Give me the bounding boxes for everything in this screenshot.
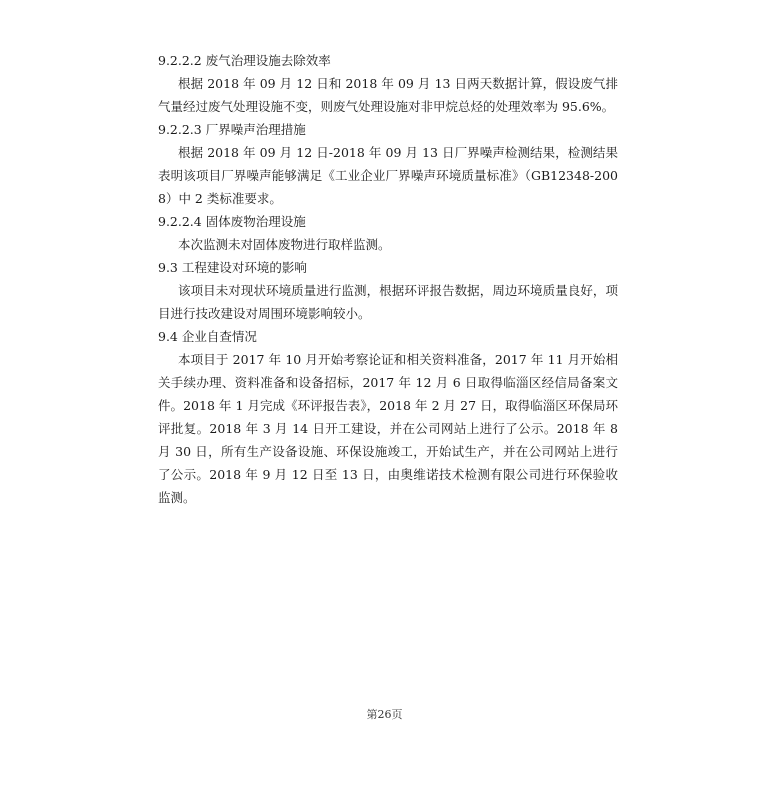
section-9-3 bbox=[158, 256, 618, 325]
section-heading: 9.2.2.2 废气治理设施去除效率 bbox=[158, 53, 331, 68]
section-heading: 9.2.2.4 固体废物治理设施 bbox=[158, 214, 306, 229]
section-heading: 9.3 工程建设对环境的影响 bbox=[158, 260, 307, 275]
section-paragraph: 根据 2018 年 09 月 12 日和 2018 年 09 月 13 日两天数据计算，假设废气排气量经过废气处理设施不变，则废气处理设施对非甲烷总烃的处理效率为 95.6%。 bbox=[158, 76, 618, 114]
section-paragraph: 本项目于 2017 年 10 月开始考察论证和相关资料准备，2017 年 11 月开始相关手续办理、资料准备和设备招标，2017 年 12 月 6 日取得临淄区经信局备案文件。2018 年 1 月完成《环评报告表》，2018 年 2 月 27 日，取得临淄区环保局环评批复。2018 年 3 月 14 日开工建设，并在公司网站上进行了公示。2018 年 8 月 30 日，所有生产设备设施、环保设施竣工，开始试生产，并在公司网站上进行了公示。2018 年 9 月 12 日至 13 日，由奥维诺技术检测有限公司进行环保验收监测。 bbox=[158, 352, 618, 505]
section-heading: 9.4 企业自查情况 bbox=[158, 329, 257, 344]
section-paragraph: 本次监测未对固体废物进行取样监测。 bbox=[178, 237, 391, 252]
section-paragraph: 该项目未对现状环境质量进行监测，根据环评报告数据，周边环境质量良好，项目进行技改建设对周围环境影响较小。 bbox=[158, 283, 618, 321]
section-9-2-2-4 bbox=[158, 210, 618, 256]
section-paragraph: 根据 2018 年 09 月 12 日-2018 年 09 月 13 日厂界噪声检测结果，检测结果表明该项目厂界噪声能够满足《工业企业厂界噪声环境质量标准》（GB12348-2008）中 2 类标准要求。 bbox=[158, 145, 618, 206]
section-9-2-2-2 bbox=[158, 49, 618, 118]
document-body bbox=[158, 49, 618, 509]
page-number: 第26页 bbox=[366, 708, 403, 721]
section-9-4 bbox=[158, 325, 618, 509]
section-heading: 9.2.2.3 厂界噪声治理措施 bbox=[158, 122, 306, 137]
section-9-2-2-3 bbox=[158, 118, 618, 210]
